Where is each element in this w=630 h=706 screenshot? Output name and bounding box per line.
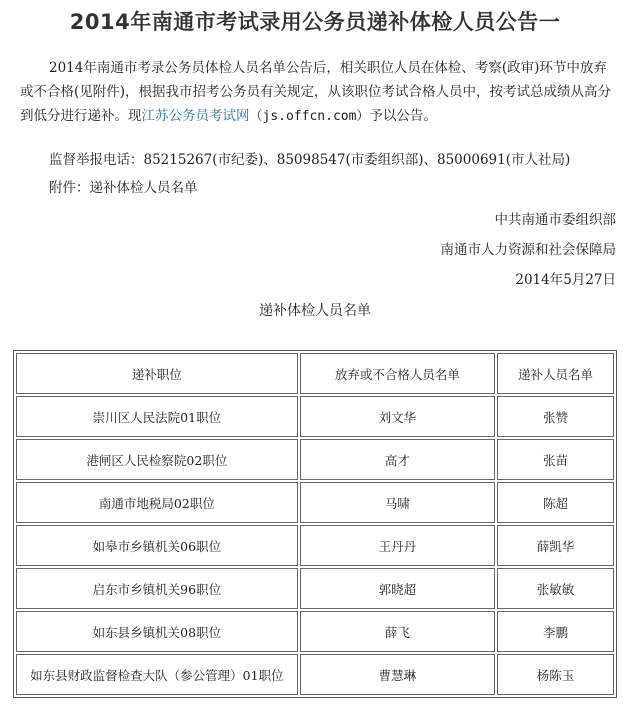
cell-replacement: 张苗 <box>497 439 614 480</box>
header-replacement: 递补人员名单 <box>497 353 614 394</box>
signature-date: 2014年5月27日 <box>515 272 616 288</box>
cell-position: 如东县财政监督检查大队（参公管理）01职位 <box>16 654 298 695</box>
cell-withdrawn: 郭晓超 <box>300 568 495 609</box>
table-header-row <box>16 353 614 394</box>
cell-replacement: 李鹏 <box>497 611 614 652</box>
cell-withdrawn: 马啸 <box>300 482 495 523</box>
header-position: 递补职位 <box>16 353 298 394</box>
cell-position: 崇川区人民法院01职位 <box>16 396 298 437</box>
table-row <box>16 654 614 695</box>
cell-position: 如东县乡镇机关08职位 <box>16 611 298 652</box>
intro-text: 2014年南通市考录公务员体检人员名单公告后，相关职位人员在体检、考察(政审)环节中放弃或不合格(见附件)，根据我市招考公务员有关规定，从该职位考试合格人员中，按考试总成绩从高分到低分进行递补。现 <box>20 60 612 124</box>
cell-replacement: 张赞 <box>497 396 614 437</box>
intro-paragraph <box>20 56 618 129</box>
cell-withdrawn: 薛飞 <box>300 611 495 652</box>
attachment-text: 附件：递补体检人员名单 <box>49 180 198 196</box>
page-title: 2014年南通市考试录用公务员递补体检人员公告一 <box>69 10 561 34</box>
cell-position: 港闸区人民检察院02职位 <box>16 439 298 480</box>
cell-withdrawn: 刘文华 <box>300 396 495 437</box>
cell-position: 南通市地税局02职位 <box>16 482 298 523</box>
replacement-table-wrap <box>13 350 617 698</box>
cell-position: 如皋市乡镇机关06职位 <box>16 525 298 566</box>
offcn-url: （js.offcn.com） <box>249 109 370 124</box>
signature-org-hr: 南通市人力资源和社会保障局 <box>440 242 616 258</box>
replacement-table <box>13 350 617 698</box>
cell-withdrawn: 王丹丹 <box>300 525 495 566</box>
table-row <box>16 525 614 566</box>
cell-replacement: 陈超 <box>497 482 614 523</box>
cell-replacement: 张敏敏 <box>497 568 614 609</box>
list-title: 递补体检人员名单 <box>259 303 371 319</box>
table-row <box>16 439 614 480</box>
cell-replacement: 薛凯华 <box>497 525 614 566</box>
table-row <box>16 482 614 523</box>
table-row <box>16 396 614 437</box>
hotline-text: 监督举报电话：85215267(市纪委)、85098547(市委组织部)、85000691(市人社局) <box>49 152 571 168</box>
cell-replacement: 杨陈玉 <box>497 654 614 695</box>
cell-position: 启东市乡镇机关96职位 <box>16 568 298 609</box>
signature-org-party: 中共南通市委组织部 <box>494 212 616 228</box>
header-withdrawn: 放弃或不合格人员名单 <box>300 353 495 394</box>
cell-withdrawn: 曹慧琳 <box>300 654 495 695</box>
intro-text-end: 予以公告。 <box>369 108 437 124</box>
cell-withdrawn: 高才 <box>300 439 495 480</box>
offcn-link[interactable]: 江苏公务员考试网 <box>141 108 250 124</box>
table-row <box>16 568 614 609</box>
table-row <box>16 611 614 652</box>
